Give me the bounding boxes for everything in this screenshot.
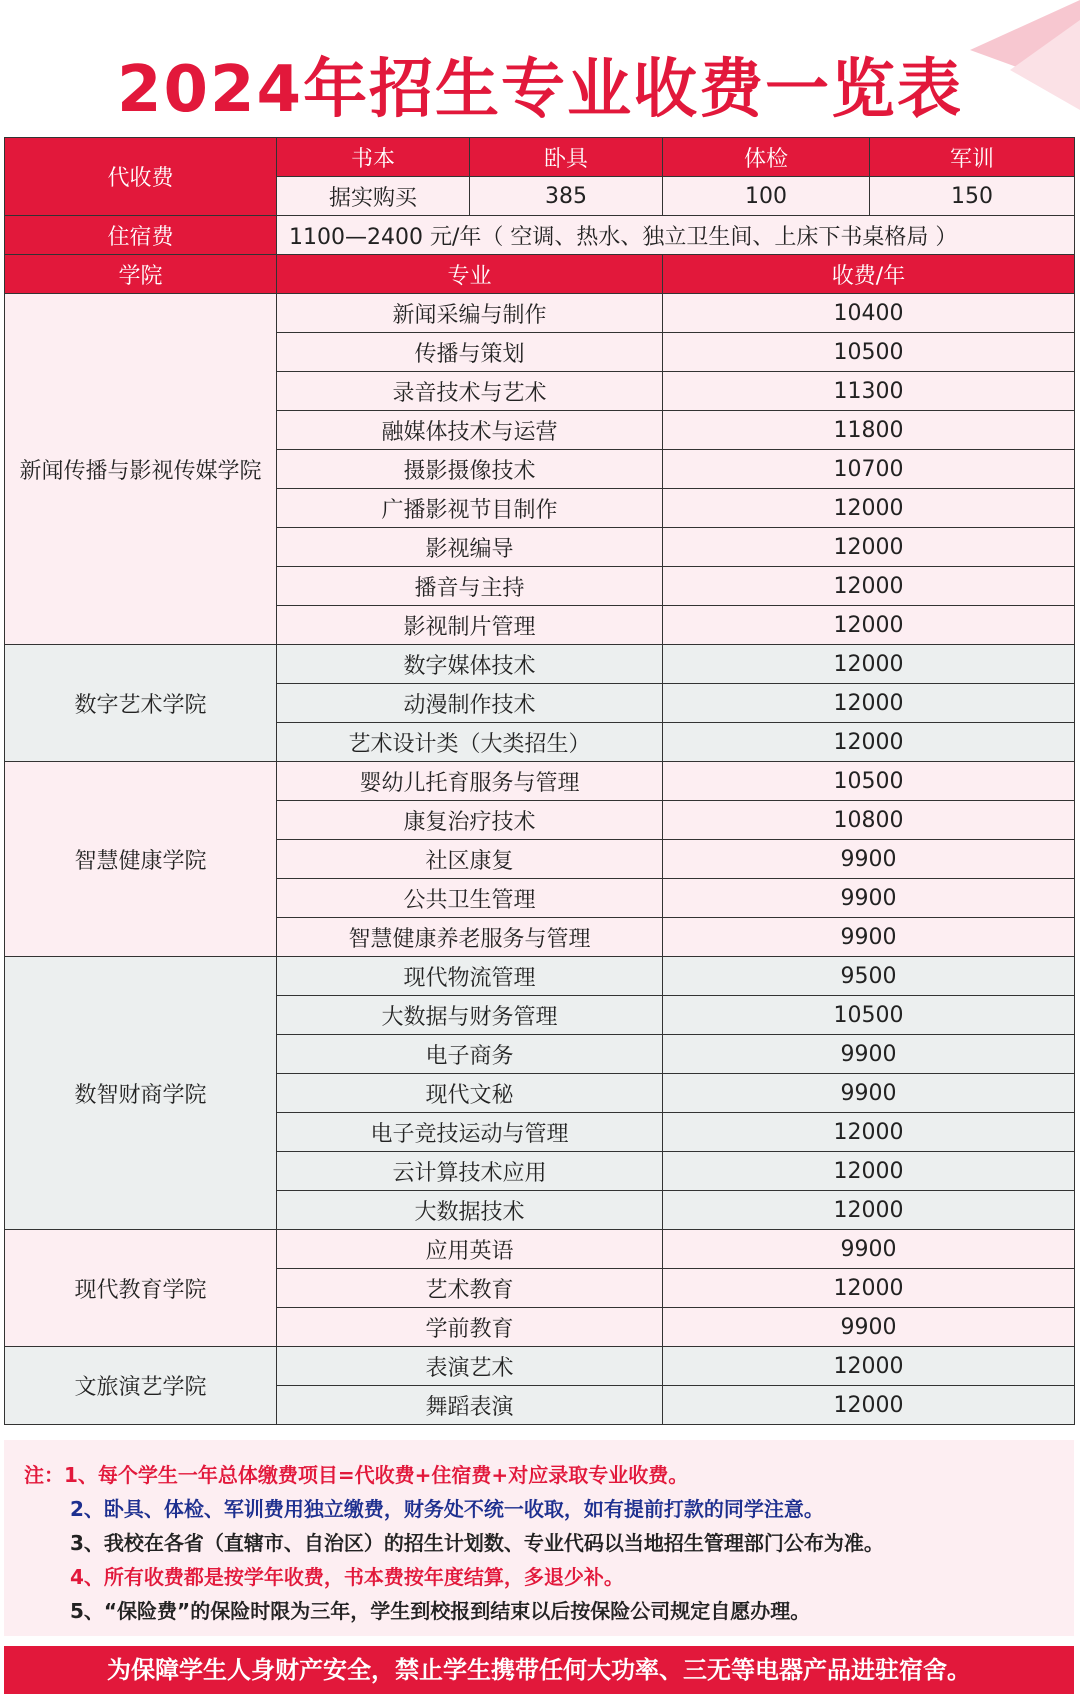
item-value-checkup: 100: [663, 177, 870, 216]
major-name: 影视编导: [277, 528, 663, 567]
major-name: 舞蹈表演: [277, 1386, 663, 1425]
major-fee: 10400: [663, 294, 1075, 333]
major-name: 智慧健康养老服务与管理: [277, 918, 663, 957]
major-fee: 10700: [663, 450, 1075, 489]
table-row: [5, 957, 1075, 996]
major-fee: 9500: [663, 957, 1075, 996]
major-fee: 10500: [663, 762, 1075, 801]
major-name: 录音技术与艺术: [277, 372, 663, 411]
major-name: 大数据与财务管理: [277, 996, 663, 1035]
table-row: [5, 1347, 1075, 1386]
major-name: 新闻采编与制作: [277, 294, 663, 333]
item-value-training: 150: [870, 177, 1075, 216]
major-name: 云计算技术应用: [277, 1152, 663, 1191]
daishou-header-row: [5, 138, 1075, 177]
daishou-label: 代收费: [5, 138, 277, 216]
college-name: 新闻传播与影视传媒学院: [5, 294, 277, 645]
major-name: 大数据技术: [277, 1191, 663, 1230]
major-name: 现代物流管理: [277, 957, 663, 996]
college-name: 数智财商学院: [5, 957, 277, 1230]
item-value-books: 据实购买: [277, 177, 470, 216]
note-1: 注：1、每个学生一年总体缴费项目=代收费+住宿费+对应录取专业收费。: [24, 1463, 689, 1487]
major-name: 动漫制作技术: [277, 684, 663, 723]
major-name: 应用英语: [277, 1230, 663, 1269]
major-fee: 12000: [663, 1386, 1075, 1425]
item-value-bedding: 385: [470, 177, 663, 216]
major-name: 电子竞技运动与管理: [277, 1113, 663, 1152]
note-2: 2、卧具、体检、军训费用独立缴费，财务处不统一收取，如有提前打款的同学注意。: [70, 1497, 824, 1521]
major-name: 数字媒体技术: [277, 645, 663, 684]
major-name: 婴幼儿托育服务与管理: [277, 762, 663, 801]
major-fee: 11800: [663, 411, 1075, 450]
major-name: 现代文秘: [277, 1074, 663, 1113]
note-4: 4、所有收费都是按学年收费，书本费按年度结算，多退少补。: [70, 1565, 624, 1589]
major-name: 传播与策划: [277, 333, 663, 372]
major-header: 专业: [277, 255, 663, 294]
page-title: 2024年招生专业收费一览表: [116, 53, 964, 127]
major-name: 影视制片管理: [277, 606, 663, 645]
zhusu-row: [5, 216, 1075, 255]
major-fee: 12000: [663, 723, 1075, 762]
fee-table-body: [5, 138, 1075, 1425]
college-name: 智慧健康学院: [5, 762, 277, 957]
table-row: [5, 294, 1075, 333]
college-name: 文旅演艺学院: [5, 1347, 277, 1425]
major-name: 播音与主持: [277, 567, 663, 606]
major-fee: 9900: [663, 918, 1075, 957]
major-fee: 12000: [663, 1269, 1075, 1308]
major-fee: 9900: [663, 840, 1075, 879]
fee-header: 收费/年: [663, 255, 1075, 294]
major-fee: 11300: [663, 372, 1075, 411]
major-fee: 12000: [663, 606, 1075, 645]
item-name-training: 军训: [870, 138, 1075, 177]
zhusu-label: 住宿费: [5, 216, 277, 255]
major-fee: 12000: [663, 567, 1075, 606]
major-fee: 12000: [663, 1191, 1075, 1230]
major-fee: 9900: [663, 1074, 1075, 1113]
major-fee: 12000: [663, 645, 1075, 684]
note-5: 5、“保险费”的保险时限为三年，学生到校报到结束以后按保险公司规定自愿办理。: [70, 1599, 811, 1623]
major-name: 融媒体技术与运营: [277, 411, 663, 450]
college-name: 数字艺术学院: [5, 645, 277, 762]
item-name-checkup: 体检: [663, 138, 870, 177]
major-header-row: [5, 255, 1075, 294]
notes-box: [4, 1440, 1074, 1636]
major-name: 学前教育: [277, 1308, 663, 1347]
major-fee: 12000: [663, 1152, 1075, 1191]
zhusu-value: 1100—2400 元/年（ 空调、热水、独立卫生间、上床下书桌格局 ）: [277, 216, 1075, 255]
note-3: 3、我校在各省（直辖市、自治区）的招生计划数、专业代码以当地招生管理部门公布为准。: [70, 1531, 884, 1555]
major-fee: 10800: [663, 801, 1075, 840]
major-fee: 9900: [663, 1230, 1075, 1269]
major-name: 广播影视节目制作: [277, 489, 663, 528]
safety-banner: 为保障学生人身财产安全，禁止学生携带任何大功率、三无等电器产品进驻宿舍。: [4, 1646, 1074, 1694]
major-name: 艺术教育: [277, 1269, 663, 1308]
major-fee: 12000: [663, 1347, 1075, 1386]
major-name: 表演艺术: [277, 1347, 663, 1386]
college-name: 现代教育学院: [5, 1230, 277, 1347]
college-header: 学院: [5, 255, 277, 294]
major-name: 康复治疗技术: [277, 801, 663, 840]
major-fee: 12000: [663, 1113, 1075, 1152]
table-row: [5, 762, 1075, 801]
major-fee: 9900: [663, 879, 1075, 918]
major-fee: 12000: [663, 489, 1075, 528]
item-name-bedding: 卧具: [470, 138, 663, 177]
table-row: [5, 645, 1075, 684]
fee-table: [4, 137, 1075, 1425]
major-fee: 10500: [663, 996, 1075, 1035]
table-row: [5, 1230, 1075, 1269]
major-name: 公共卫生管理: [277, 879, 663, 918]
item-name-books: 书本: [277, 138, 470, 177]
major-name: 艺术设计类（大类招生）: [277, 723, 663, 762]
major-fee: 12000: [663, 684, 1075, 723]
major-fee: 10500: [663, 333, 1075, 372]
major-name: 电子商务: [277, 1035, 663, 1074]
major-fee: 12000: [663, 528, 1075, 567]
major-fee: 9900: [663, 1035, 1075, 1074]
major-fee: 9900: [663, 1308, 1075, 1347]
major-name: 社区康复: [277, 840, 663, 879]
major-name: 摄影摄像技术: [277, 450, 663, 489]
